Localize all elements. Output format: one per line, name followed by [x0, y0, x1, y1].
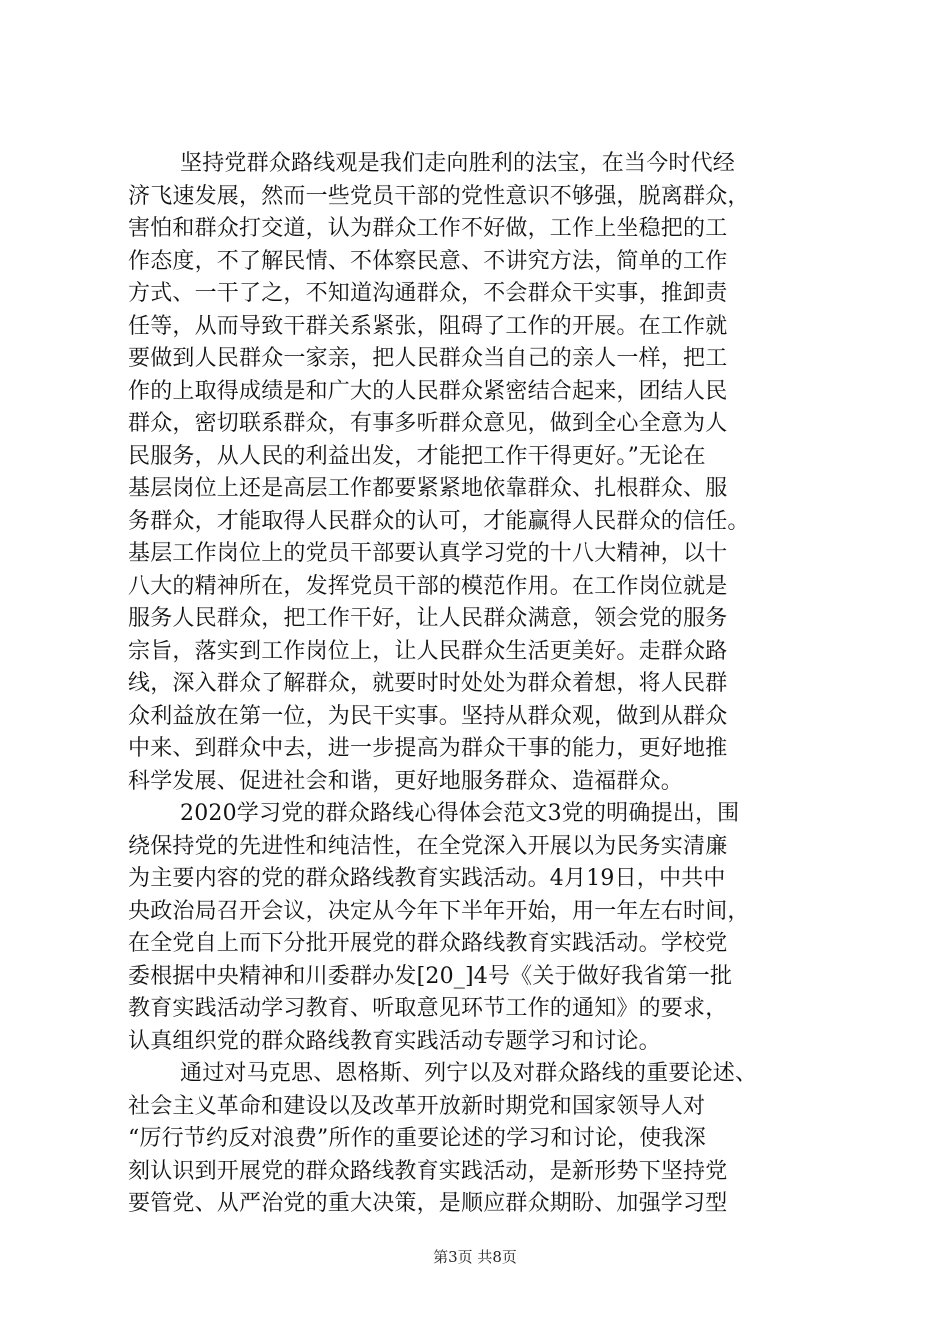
text-line: 务群众，才能取得人民群众的认可，才能赢得人民群众的信任。: [128, 508, 750, 534]
text-line: 社会主义革命和建设以及改革开放新时期党和国家领导人对: [128, 1093, 706, 1119]
text-line: 坚持党群众路线观是我们走向胜利的法宝，在当今时代经: [180, 151, 736, 176]
text-line: 济飞速发展，然而一些党员干部的党性意识不够强，脱离群众，: [128, 183, 750, 209]
text-line: 害怕和群众打交道，认为群众工作不好做，工作上坐稳把的工: [128, 216, 728, 241]
text-line: 民服务，从人民的利益出发，才能把工作干得更好。”无论在: [128, 443, 706, 469]
text-line: 委根据中央精神和川委群办发[20_]4号《关于做好我省第一批: [128, 963, 733, 989]
text-line: 八大的精神所在，发挥党员干部的模范作用。在工作岗位就是: [128, 573, 728, 599]
text-line: 众利益放在第一位，为民干实事。坚持从群众观，做到从群众: [128, 703, 728, 729]
text-line: 中来、到群众中去，进一步提高为群众干事的能力，更好地推: [128, 736, 728, 761]
text-line: 作的上取得成绩是和广大的人民群众紧密结合起来，团结人民: [128, 378, 728, 404]
text-line: 线，深入群众了解群众，就要时时处处为群众着想，将人民群: [128, 671, 728, 696]
text-line: 方式、一干了之，不知道沟通群众，不会群众干实事，推卸责: [128, 281, 728, 306]
text-line: 群众，密切联系群众，有事多听群众意见，做到全心全意为人: [128, 411, 728, 436]
text-line: 央政治局召开会议，决定从今年下半年开始，用一年左右时间，: [128, 898, 750, 924]
text-line: 通过对马克思、恩格斯、列宁以及对群众路线的重要论述、: [180, 1061, 758, 1086]
text-line: 认真组织党的群众路线教育实践活动专题学习和讨论。: [128, 1028, 661, 1054]
text-line: 要管党、从严治党的重大决策，是顺应群众期盼、加强学习型: [128, 1191, 728, 1216]
text-line: 宗旨，落实到工作岗位上，让人民群众生活更美好。走群众路: [128, 638, 728, 664]
text-line: 刻认识到开展党的群众路线教育实践活动，是新形势下坚持党: [128, 1158, 728, 1184]
text-line: 绕保持党的先进性和纯洁性，在全党深入开展以为民务实清廉: [128, 833, 728, 859]
text-line: 作态度，不了解民情、不体察民意、不讲究方法，简单的工作: [128, 248, 728, 274]
text-line: 要做到人民群众一家亲，把人民群众当自己的亲人一样，把工: [128, 346, 728, 371]
text-line: 2020学习党的群众路线心得体会范文3党的明确提出，围: [180, 801, 740, 826]
text-line: 科学发展、促进社会和谐，更好地服务群众、造福群众。: [128, 768, 684, 794]
text-line: 服务人民群众，把工作干好，让人民群众满意，领会党的服务: [128, 606, 728, 631]
text-line: 基层工作岗位上的党员干部要认真学习党的十八大精神，以十: [128, 541, 728, 566]
text-line: 在全党自上而下分批开展党的群众路线教育实践活动。学校党: [128, 931, 728, 956]
document-body: [128, 148, 828, 1221]
text-line: “厉行节约反对浪费”所作的重要论述的学习和讨论，使我深: [128, 1126, 706, 1151]
text-line: 基层岗位上还是高层工作都要紧紧地依靠群众、扎根群众、服: [128, 476, 728, 501]
text-line: 为主要内容的党的群众路线教育实践活动。4月19日，中共中: [128, 866, 726, 891]
text-line: 教育实践活动学习教育、听取意见环节工作的通知》的要求，: [128, 996, 728, 1021]
text-line: 任等，从而导致干群关系紧张，阻碍了工作的开展。在工作就: [128, 313, 728, 339]
page-number: 第3页 共8页: [433, 1248, 517, 1266]
